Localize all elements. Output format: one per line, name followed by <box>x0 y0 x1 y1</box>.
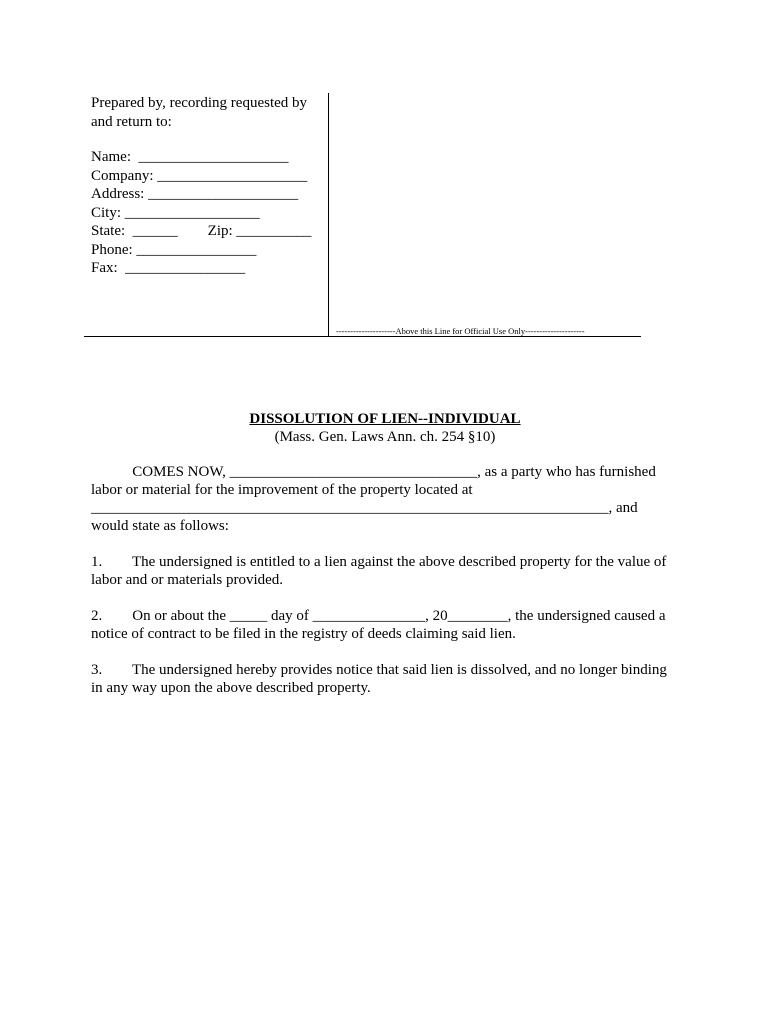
name-field: Name: ____________________ <box>91 149 289 165</box>
item-3-paragraph <box>91 661 691 697</box>
horizontal-divider-left <box>84 336 329 337</box>
item-1-line-2: labor and or materials provided. <box>91 572 284 588</box>
official-use-note: ---------------------Above this Line for Official Use Only--------------------- <box>336 326 585 336</box>
item-1-line-1: 1. The undersigned is entitled to a lien against the above described property for the value of <box>91 554 667 570</box>
prepared-by-label: Prepared by, recording requested by <box>91 95 308 111</box>
city-field: City: __________________ <box>91 204 260 221</box>
vertical-divider <box>328 93 329 336</box>
item-2-line-2: notice of contract to be filed in the registry of deeds claiming said lien. <box>91 626 516 642</box>
comes-now-line-1: COMES NOW, _________________________________, as a party who has furnished <box>91 464 656 480</box>
fax-field: Fax: ________________ <box>91 260 246 276</box>
item-2-line-1: 2. On or about the _____ day of _______________, 20________, the undersigned caused a <box>91 608 666 624</box>
state-zip-field: State: ______ Zip: __________ <box>91 223 312 239</box>
item-3-line-2: in any way upon the above described property. <box>91 680 371 696</box>
comes-now-line-4: would state as follows: <box>91 518 229 534</box>
address-field: Address: ____________________ <box>91 186 299 202</box>
comes-now-paragraph <box>91 463 691 535</box>
item-2-paragraph <box>91 607 691 643</box>
prepared-by-block <box>91 94 321 278</box>
document-subtitle: (Mass. Gen. Laws Ann. ch. 254 §10) <box>274 429 496 445</box>
company-field: Company: ____________________ <box>91 167 308 184</box>
document-title: DISSOLUTION OF LIEN--INDIVIDUAL <box>249 411 521 427</box>
return-to-label: and return to: <box>91 113 172 130</box>
item-1-paragraph <box>91 553 691 589</box>
comes-now-line-3: _____________________________________________________________________, and <box>91 500 638 516</box>
item-3-line-1: 3. The undersigned hereby provides notice that said lien is dissolved, and no longer binding <box>91 662 667 678</box>
comes-now-line-2: labor or material for the improvement of the property located at <box>91 482 473 498</box>
horizontal-divider-right <box>329 336 641 337</box>
phone-field: Phone: ________________ <box>91 241 257 258</box>
